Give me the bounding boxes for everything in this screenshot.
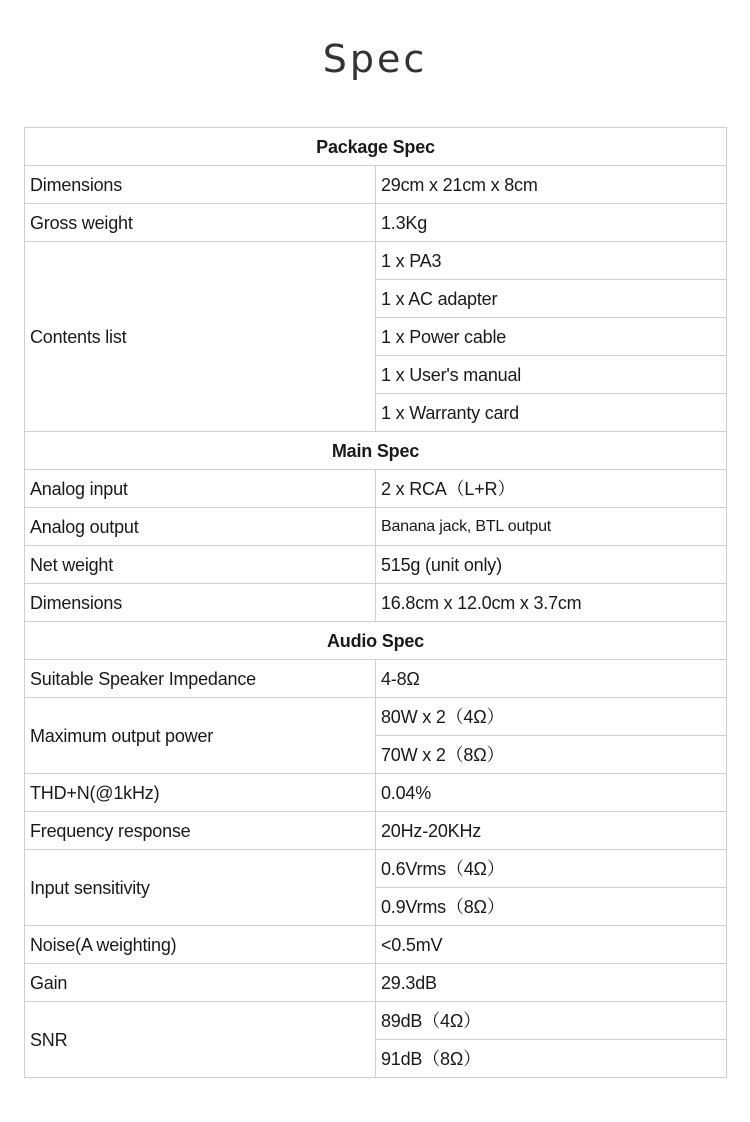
spec-value: 70W x 2（8Ω）	[376, 736, 727, 774]
table-row	[25, 584, 727, 622]
spec-value: 2 x RCA（L+R）	[376, 470, 727, 508]
table-row	[25, 546, 727, 584]
spec-label: Net weight	[25, 546, 376, 584]
spec-value: 1 x User's manual	[376, 356, 727, 394]
table-row	[25, 432, 727, 470]
spec-label: SNR	[25, 1002, 376, 1078]
spec-label: THD+N(@1kHz)	[25, 774, 376, 812]
table-row	[25, 128, 727, 166]
table-row	[25, 622, 727, 660]
spec-value: 4-8Ω	[376, 660, 727, 698]
spec-value: 0.9Vrms（8Ω）	[376, 888, 727, 926]
table-row	[25, 926, 727, 964]
main-spec-header: Main Spec	[25, 432, 727, 470]
spec-label: Noise(A weighting)	[25, 926, 376, 964]
page-title: Spec	[322, 37, 428, 81]
spec-value: <0.5mV	[376, 926, 727, 964]
spec-label: Maximum output power	[25, 698, 376, 774]
spec-label: Frequency response	[25, 812, 376, 850]
spec-label: Contents list	[25, 242, 376, 432]
table-row	[25, 850, 727, 888]
table-row	[25, 204, 727, 242]
spec-label: Gross weight	[25, 204, 376, 242]
spec-value: 1 x AC adapter	[376, 280, 727, 318]
spec-label: Dimensions	[25, 584, 376, 622]
spec-label: Dimensions	[25, 166, 376, 204]
audio-spec-header: Audio Spec	[25, 622, 727, 660]
spec-value: 515g (unit only)	[376, 546, 727, 584]
spec-value: 1 x PA3	[376, 242, 727, 280]
table-row	[25, 470, 727, 508]
spec-value: 91dB（8Ω）	[376, 1040, 727, 1078]
spec-value: 80W x 2（4Ω）	[376, 698, 727, 736]
package-spec-header: Package Spec	[25, 128, 727, 166]
spec-value: 0.6Vrms（4Ω）	[376, 850, 727, 888]
table-row	[25, 166, 727, 204]
spec-value: 89dB（4Ω）	[376, 1002, 727, 1040]
spec-label: Analog input	[25, 470, 376, 508]
table-row	[25, 964, 727, 1002]
spec-value: 1 x Warranty card	[376, 394, 727, 432]
spec-value: 29.3dB	[376, 964, 727, 1002]
spec-label: Analog output	[25, 508, 376, 546]
spec-value: 16.8cm x 12.0cm x 3.7cm	[376, 584, 727, 622]
spec-label: Gain	[25, 964, 376, 1002]
table-row	[25, 660, 727, 698]
table-row	[25, 242, 727, 280]
spec-value: 1 x Power cable	[376, 318, 727, 356]
spec-value: 1.3Kg	[376, 204, 727, 242]
spec-value: 20Hz-20KHz	[376, 812, 727, 850]
table-row	[25, 508, 727, 546]
table-row	[25, 698, 727, 736]
table-row	[25, 774, 727, 812]
spec-table	[24, 127, 727, 1078]
table-row	[25, 1002, 727, 1040]
spec-value: 29cm x 21cm x 8cm	[376, 166, 727, 204]
table-row	[25, 812, 727, 850]
spec-label: Suitable Speaker Impedance	[25, 660, 376, 698]
spec-value: 0.04%	[376, 774, 727, 812]
spec-label: Input sensitivity	[25, 850, 376, 926]
spec-value: Banana jack, BTL output	[376, 508, 727, 546]
